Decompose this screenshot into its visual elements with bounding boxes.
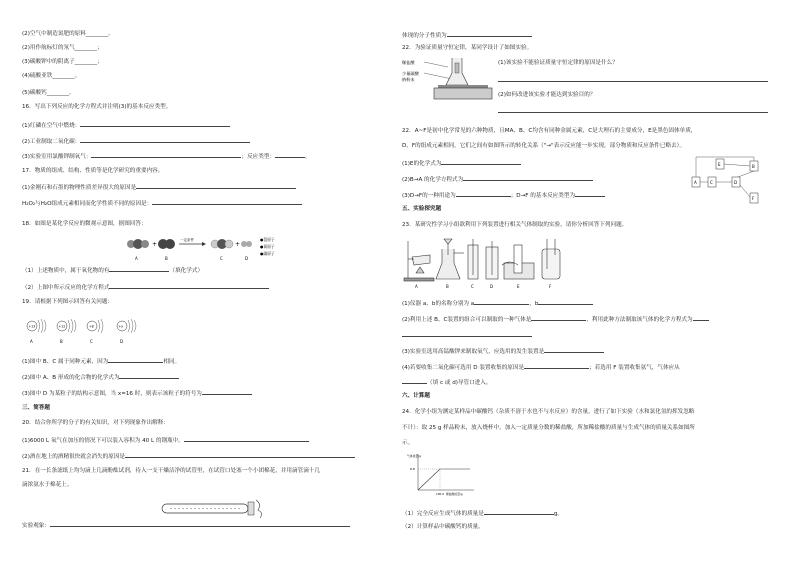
svg-text:+8: +8 xyxy=(89,324,94,329)
q18-line-2: （2）上图中所示反应的化学方程式 xyxy=(22,283,269,292)
q23b-sub-4-line-2: （填 c 或 d)导管口进入。 xyxy=(402,378,492,387)
q20-line-2: (2)酒在地上的酒精很快就会消失的原因是 xyxy=(22,452,355,461)
answer-blank[interactable] xyxy=(136,183,296,189)
atom-b xyxy=(57,319,76,333)
svg-text:+x: +x xyxy=(118,324,124,329)
q22-sub-2-blank xyxy=(498,107,768,116)
apparatus-label-f: F xyxy=(549,284,552,289)
atom-label-c: C xyxy=(90,339,93,344)
q21-observe-line: 实验观象： xyxy=(22,521,350,530)
q16-line-3: (3)实验室用氯酸钾制氧气： ；反应类型： 。 xyxy=(22,154,311,160)
answer-blank[interactable] xyxy=(80,137,250,143)
q23a-sub-1: (1)E的化学式为 xyxy=(402,159,521,168)
answer-blank[interactable] xyxy=(456,191,511,197)
q15-line-2: (2)用作航标灯的氖气________； xyxy=(22,45,103,51)
transformation-arrows xyxy=(696,157,754,197)
label-powder-1: 少量碳酸 xyxy=(402,71,419,76)
section-6-heading: 六、计算题 xyxy=(402,393,430,399)
section-3-heading: 三、简答题 xyxy=(22,405,50,411)
svg-text:B: B xyxy=(752,164,755,169)
q19-line-1: (1)图中 B、C 属于同种元素，因为 相同。 xyxy=(22,359,181,365)
atom-c xyxy=(87,319,103,333)
q16-line-2: (2)工业制取二氧化碳： xyxy=(22,137,250,146)
q23b-sub-1: (1)仪器 a、b的名称分别为 a ，b xyxy=(402,299,593,308)
answer-blank[interactable] xyxy=(538,299,593,305)
answer-blank[interactable] xyxy=(575,191,605,197)
q23a-line-1: 22．A~F是初中化学常见的六种物质，且MA、B、C均含有同种金属元素，C是大理石的主要成分，E是黑色固体单质， xyxy=(402,128,697,134)
answer-blank[interactable] xyxy=(693,315,709,321)
q22-title: 22．为验证质量守恒定律，某同学设计了如图实验。 xyxy=(402,45,533,51)
section-5-heading: 五、实验探究题 xyxy=(402,206,442,212)
q23a-sub-2: (2)B→A 的化学方程式为 xyxy=(402,175,593,184)
molecule-d xyxy=(241,241,252,247)
answer-blank[interactable] xyxy=(402,378,427,384)
label-acid: 稀盐酸 xyxy=(402,60,415,65)
apparatus-b xyxy=(436,239,464,279)
legend-hydrogen: ●氢原子 xyxy=(260,237,275,242)
q17-title: 17．物质的组成、结构、性质等是化学研究的重要内容。 xyxy=(22,168,164,174)
answer-blank[interactable] xyxy=(91,152,241,158)
answer-blank[interactable] xyxy=(463,175,593,181)
transformation-diagram xyxy=(686,155,768,210)
q23b-sub-2-blank xyxy=(402,331,532,340)
test-tube-diagram xyxy=(160,498,270,520)
q23b-sub-4: (4)若要收集二氧化碳可选用 D 装置收集的原因是 ；若选用 F 装置收集氨气，气体应从 xyxy=(402,365,680,371)
q16-title: 16．写出下列反应的化学方程式并注明(3)的基本反应类型。 xyxy=(22,104,172,110)
q17-line-1: (1)金刚石和石墨的物理性质差异很大的原因是 xyxy=(22,183,296,192)
balance-apparatus xyxy=(402,55,497,103)
q23b-title: 23．某研究性学习小组欲利用下列装置进行相关气体制取的实验，请你分析回答下列问题。 xyxy=(402,222,628,228)
answer-blank[interactable] xyxy=(184,436,309,442)
apparatus-c xyxy=(468,239,478,279)
y-axis-label: 气体质量/g xyxy=(407,454,421,458)
right-column xyxy=(402,0,774,562)
q22-sub-2: (2)如何改进该实验才能达到实验目的？ xyxy=(498,92,596,98)
label-b: B xyxy=(165,256,168,261)
arrow-label: 一定条件 xyxy=(180,238,194,242)
y-tick-label: 8.8 xyxy=(410,467,415,471)
apparatus-a xyxy=(404,241,434,281)
q24-line-3: 示。 xyxy=(402,440,414,446)
label-a: A xyxy=(135,256,138,261)
apparatus-d xyxy=(486,241,498,279)
atom-d xyxy=(117,319,136,333)
dropper xyxy=(256,500,262,518)
answer-blank[interactable] xyxy=(531,315,586,321)
answer-blank[interactable] xyxy=(108,357,163,363)
reaction-diagram xyxy=(122,235,302,265)
q19-title: 19．请根据下列图示回答有关问题： xyxy=(22,299,114,305)
apparatus-label-a: A xyxy=(415,284,418,289)
lab-apparatus-row xyxy=(402,235,582,290)
balance-pan xyxy=(438,85,488,88)
label-d: D xyxy=(245,256,249,261)
answer-blank[interactable] xyxy=(275,152,305,158)
apparatus-e xyxy=(502,245,534,279)
svg-text:A: A xyxy=(694,180,697,185)
molecule-c xyxy=(211,239,233,249)
apparatus-label-e: E xyxy=(517,284,520,289)
q18-line-1: （1）上述物质中，属于氧化物的有 （填化学式） xyxy=(22,268,204,274)
q17-line-2: H₂O₂与H₂O组成元素相同而化学性质不同的原因是： xyxy=(22,199,302,208)
gas-mass-graph xyxy=(406,450,478,498)
q23b-sub-3: (3)实验室选用高锰酸钾来制取氧气，应选用的发生装置是 xyxy=(402,347,604,356)
q20-title: 20．结合你所学的分子的有关知识，对下列现象作出解释： xyxy=(22,420,169,426)
apparatus-f xyxy=(542,239,560,279)
q16-line-1: (1)红磷在空气中燃烧： xyxy=(22,121,230,130)
answer-blank[interactable] xyxy=(498,76,768,82)
legend-carbon: ●碳原子 xyxy=(260,251,275,256)
q23a-line-2: D、F的组成元素相同。它们之间有如图所示的转化关系（"→"表示反应能一步实现，部分物质和反应条件已略去）。 xyxy=(402,143,686,149)
x-axis-label: 稀盐酸质量/g xyxy=(446,492,463,496)
answer-blank[interactable] xyxy=(80,121,230,127)
q21-line-1: 21．在一长条滤纸上均匀滴上几滴酚酞试剂，待入一支干燥洁净的试管里，在试管口处塞一个小团棉花，并用滴管滴十几 xyxy=(22,468,320,474)
answer-blank[interactable] xyxy=(524,363,589,369)
svg-text:C: C xyxy=(710,180,713,185)
q15-line-3: (3)碳酸钾中的阴离子________； xyxy=(22,59,103,65)
q19-line-2: (2)图中 A、B 形成的化合物的化学式为 xyxy=(22,373,179,382)
small-tube xyxy=(455,63,459,73)
answer-blank[interactable] xyxy=(202,389,252,395)
apparatus-label-d: D xyxy=(490,284,494,289)
q24-sub-2: （2）计算样品中碳酸钙的质量。 xyxy=(402,524,484,530)
molecule-a xyxy=(127,239,149,249)
svg-text:+12: +12 xyxy=(58,324,66,329)
svg-text:E: E xyxy=(718,162,721,167)
answer-blank[interactable] xyxy=(441,159,521,165)
answer-blank[interactable] xyxy=(109,266,169,272)
answer-blank[interactable] xyxy=(402,331,532,337)
svg-text:D: D xyxy=(734,180,738,185)
atom-label-a: A xyxy=(30,339,33,344)
answer-blank[interactable] xyxy=(474,299,529,305)
q15-line-1: (2)空气中制造氮肥的原料________。 xyxy=(22,31,114,37)
q23a-sub-3: (3)D→F的一种用途为 ；D→F 的基本反应类型为 xyxy=(402,191,605,200)
q23b-sub-2: (2)利用上述 B、C装置的组合可以制取的一种气体是 ，利用此种方法制取该气体的化学方程式为 xyxy=(402,315,709,324)
q22-sub-1: (1)该实验不能验证质量守恒定律的原因是什么？ xyxy=(498,60,618,66)
answer-blank[interactable] xyxy=(119,373,179,379)
atom-a xyxy=(27,319,46,333)
apparatus-label-b: B xyxy=(446,284,449,289)
label-powder-2: 钠粉末 xyxy=(402,77,415,82)
answer-blank[interactable] xyxy=(152,199,302,205)
x-tick-label: 100.0 xyxy=(436,492,445,496)
atom-label-d: D xyxy=(120,339,124,344)
q21-tail-line: 体现的分子性质为 xyxy=(402,31,532,40)
apparatus-label-c: C xyxy=(471,284,474,289)
left-column xyxy=(22,0,392,562)
answer-blank[interactable] xyxy=(50,521,350,527)
atom-label-b: B xyxy=(60,339,63,344)
label-c: C xyxy=(220,256,223,261)
q22-sub-1-blank xyxy=(498,76,768,85)
q20-line-1: (1)6000 L 氧气在加压的情况下可以装入容积为 40 L 的钢瓶中。 xyxy=(22,436,309,445)
q21-line-2: 滴浓氨水于棉花上。 xyxy=(22,482,73,488)
cotton-ball xyxy=(248,502,254,515)
balance-base xyxy=(434,88,492,99)
svg-text:F: F xyxy=(752,196,755,201)
q24-sub-1: （1）完全反应生成气体的质量是 g。 xyxy=(402,511,564,517)
answer-blank[interactable] xyxy=(484,509,554,515)
q18-title: 18．如图是某化学反应的微观示意图，据图回答： xyxy=(22,221,147,227)
plus-sign: + xyxy=(152,241,158,248)
reaction-arrowhead xyxy=(202,242,206,246)
q24-line-1: 24．化学小组为测定某样品中碳酸钙（杂质不溶于水也不与水反应）的含量，进行了如下实验（水和氯化氢的挥发忽略 xyxy=(402,409,695,415)
gas-curve xyxy=(418,469,470,490)
answer-blank[interactable] xyxy=(109,283,269,289)
svg-text:+13: +13 xyxy=(28,324,36,329)
answer-blank[interactable] xyxy=(447,31,532,37)
q19-line-3: (3)图中 D 为某粒子的结构示意图，当 x=16 时，则表示该粒子的符号为 xyxy=(22,389,252,398)
answer-blank[interactable] xyxy=(544,347,604,353)
atom-structure-diagram xyxy=(22,316,152,346)
answer-blank[interactable] xyxy=(125,452,355,458)
q15-line-4: (4)硫酸亚铁________。 xyxy=(22,73,81,79)
molecule-b xyxy=(158,239,175,249)
legend-oxygen: ●氧原子 xyxy=(260,244,275,249)
answer-blank[interactable] xyxy=(498,107,768,113)
q15-line-5: (5)碳酸钙________。 xyxy=(22,90,75,96)
plus-sign: + xyxy=(235,241,241,248)
q24-line-2: 不计）：取 25 g 样品粉末，放入烧杯中，加入一定质量分数的稀盐酸，所加稀盐酸的质量与生成气体的质量关系如图所 xyxy=(402,425,695,431)
